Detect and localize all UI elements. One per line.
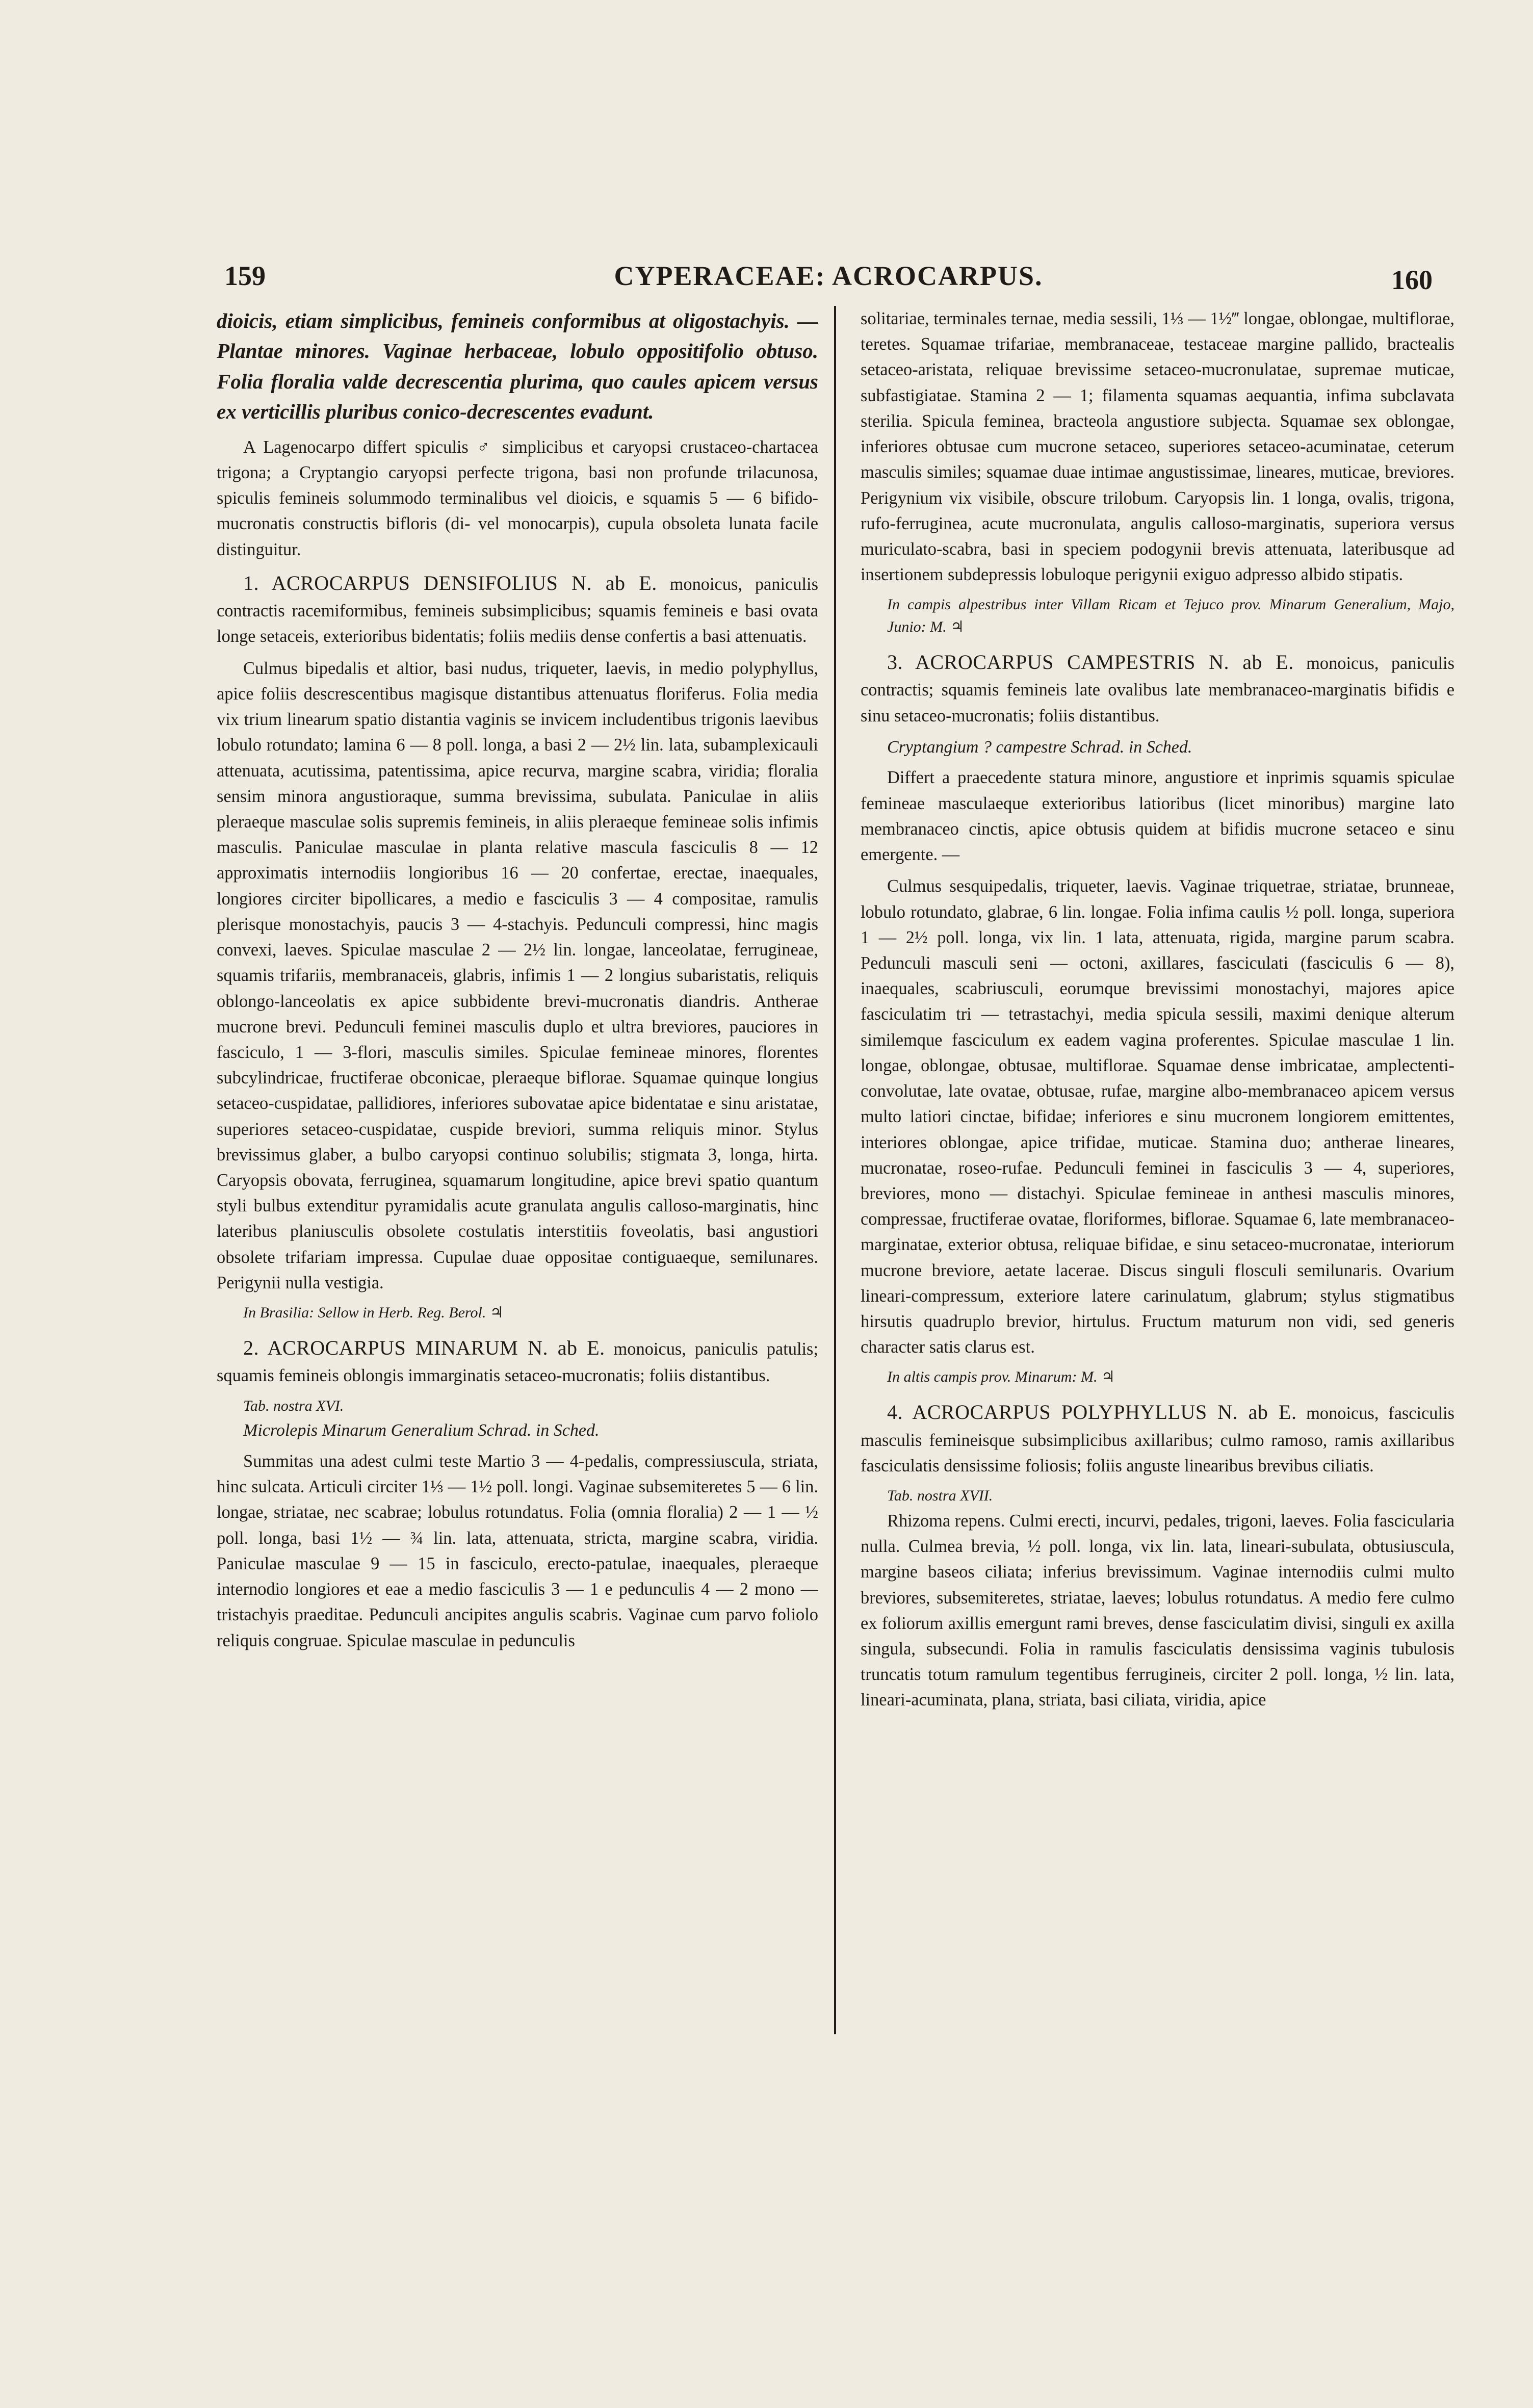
page-number-left: 159: [224, 261, 266, 291]
species-1-diagnosis: [217, 568, 818, 650]
species-2-diagnosis: [217, 1333, 818, 1389]
species-3-synonym: Cryptangium ? campestre Schrad. in Sched.: [887, 737, 1192, 757]
species-1-title: 1. ACROCARPUS DENSIFOLIUS N. ab E.: [243, 571, 657, 594]
species-3-description: Culmus sesquipedalis, triqueter, laevis. Vaginae triquetrae, striatae, brunneae, lobulo rotundato, glabrae, 6 lin. longae. Folia infima caulis ½ poll. longa, superiora 1 — 2½ poll. longa, vix lin. 1 lata, attenuata, rigida, margine parum scabra. Pedunculi masculi seni — octoni, axillares, fasciculati (fasciculis 6 — 8), inaequales, scabriusculi, eorumque brevissimi monostachyi, majores apice fasciculatim tri — tetrastachyi, media spicula sessili, maximi denique alterum similemque fasciculum ex eadem vagina proferentes. Spiculae masculae 1 lin. longae, oblongae, obtusae, multiflorae. Squamae dense imbricatae, amplectenti-convolutae, late ovatae, obtusae, rufae, margine albo-membranaceo apicem versus multo latiori cinctae, bifidae; inferiores e sinu mucronem longiorem emittentes, interiores oblongae, apice trifidae, muticae. Stamina duo; antherae lineares, mucronatae, roseo-rufae. Pedunculi feminei in fasciculis 3 — 4, superiores, breviores, mono — distachyi. Spiculae femineae in anthesi masculis minores, compressae, fructiferae ovatae, floriformes, biflorae. Squamae 6, late membranaceo-marginatae, exterior obtusa, reliquae bifidae, e sinu setaceo-mucronatae, interiorum mucrone breviore, aetate lacerae. Discus singuli flosculi semilunaris. Ovarium lineari-compressum, exteriore latere carinulatum, glabrum; stylus stigmatibus hirsutis quadruplo brevior, hirtulus. Fructum maturum non vidi, sed generis character satis clarus est.: [861, 876, 1454, 1357]
species-2-description-continued: solitariae, terminales ternae, media sessili, 1⅓ — 1½‴ longae, oblongae, multiflorae, teretes. Squamae trifariae, membranaceae, testaceae margine pallido, bractealis setaceo-aristata, reliquae brevissime setaceo-mucronulatae, supremae muticae, subfastigiatae. Stamina 2 — 1; filamenta squamas aequantia, infima subclavata sterilia. Spicula feminea, bracteola angustiore subjecta. Squamae sex oblongae, inferiores obtusae cum mucrone setaceo, superiores setaceo-acuminatae, ceterum masculis similes; squamae duae intimae angustissimae, lineares, muticae, breviores. Perigynium vix visibile, obscure trilobum. Caryopsis lin. 1 longa, ovalis, trigona, rufo-ferruginea, acute mucronulata, angulis calloso-marginatis, superiora versus muriculato-scabra, basi in speciem podogynii brevis attenuata, lateribusque ad insertionem subdepressis lobuloque perigynii exiguo adpresso albido stipatis.: [861, 309, 1454, 585]
species-3-diagnosis: [861, 648, 1454, 729]
left-column: [217, 306, 818, 2034]
species-2-diagnosis-text: monoicus, paniculis patulis; squamis femineis oblongis immarginatis setaceo-mucronatis; foliis distantibus.: [217, 1339, 818, 1386]
species-4-title: 4. ACROCARPUS POLYPHYLLUS N. ab E.: [887, 1401, 1297, 1424]
species-4-diagnosis-text: monoicus, fasciculis masculis femineisque subsimplicibus axillaribus; culmo ramoso, ramis axillaribus fasciculatis densissime foliosis; foliis anguste linearibus brevibus ciliatis.: [861, 1404, 1454, 1475]
column-divider: [834, 306, 836, 2034]
genus-comparison: A Lagenocarpo differt spiculis ♂ simplicibus et caryopsi crustaceo-chartacea trigona; a Cryptangio caryopsi perfecte trigona, basi non profunde trilacunosa, spiculis femineis solummodo terminalibus vel dioicis, e squamis 5 — 6 bifido-mucronatis constructis bifloris (di- vel monocarpis), cupula obsoleta lunata facile distinguitur.: [217, 437, 818, 559]
species-1-description: Culmus bipedalis et altior, basi nudus, triqueter, laevis, in medio polyphyllus, apice foliis descrescentibus magisque distantibus attenuatus floriferus. Folia media vix trium linearum spatio distantia vaginis se invicem includentibus trigonis laevibus lobulo rotundato; lamina 6 — 8 poll. longa, a basi 2 — 2½ lin. lata, subamplexicauli attenuata, acutissima, patentissima, apice recurva, margine scabra, viridia; floralia sensim minora angustioraque, summa brevissima, subulata. Paniculae in aliis pleraeque masculae solis supremis femineis, in aliis pleraeque femineae solis infimis masculis. Paniculae masculae in planta relative mascula fasciculis 8 — 12 approximatis internodiis longioribus 16 — 20 confertae, erectae, inaequales, longiores circiter bipollicares, a medio e fasciculis 3 — 4 compositae, ramulis plerisque monostachyis, paucis 3 — 4-stachyis. Pedunculi compressi, hinc magis convexi, laeves. Spiculae masculae 2 — 2½ lin. longae, lanceolatae, ferrugineae, squamis trifariis, membranaceis, glabris, infimis 1 — 2 longius subaristatis, reliquis oblongo-lanceolatis ex apice subbidente brevi-mucronatis diandris. Antherae mucrone brevi. Pedunculi feminei masculis duplo et ultra breviores, pauciores in fasciculo, 1 — 3-flori, masculis similes. Spiculae femineae minores, florentes subcylindricae, fructiferae obconicae, pleraeque biflorae. Squamae quinque longius setaceo-cuspidatae, pallidiores, inferiores subovatae apice bidentatae e sinu aristatae, superiores setaceo-cuspidatae, cuspide breviori, summa reliquis minor. Stylus brevissimus glaber, a bulbo caryopsi continuo solubilis; stigmata 3, longa, hirta. Caryopsis obovata, ferruginea, squamarum longitudine, apice brevi spatio quantum styli bulbus extenditur pyramidalis acute granulata angulis calloso-marginatis, hinc lateribus planiusculis obsolete costulatis interstitiis foveolatis, basi angustiori obsolete trifariam impressa. Cupulae duae oppositae contiguaeque, semilunares. Perigynii nulla vestigia.: [217, 658, 818, 1292]
species-1-diagnosis-text: monoicus, paniculis contractis racemiformibus, femineis subsimplicibus; squamis femineis e basi ovata longe setaceis, exterioribus bidentatis; foliis mediis dense confertis a basi attenuatis.: [217, 574, 818, 646]
species-4-diagnosis: [861, 1397, 1454, 1479]
running-title: CYPERACEAE: ACROCARPUS.: [614, 261, 1043, 291]
species-3-locality: In altis campis prov. Minarum: M. ♃: [887, 1368, 1115, 1386]
species-2-description: Summitas una adest culmi teste Martio 3 — 4-pedalis, compressiuscula, striata, hinc sulcata. Articuli circiter 1⅓ — 1½ poll. longi. Vaginae subsemiteretes 5 — 6 lin. longae, striatae, nec scabrae; lobulus rotundatus. Folia (omnia floralia) 2 — 1 — ½ poll. longa, basi 1½ — ¾ lin. lata, attenuata, stricta, margine scabra, viridia. Paniculae masculae 9 — 15 in fasciculo, erecto-patulae, inaequales, pleraeque internodio longiores et eae a medio fasciculis 3 — 1 e pedunculis 4 — 2 mono — tristachyis praeditae. Pedunculi ancipites angulis scabris. Vaginae cum parvo foliolo reliquis congruae. Spiculae masculae in pedunculis: [217, 1451, 818, 1650]
species-4-plate: Tab. nostra XVII.: [887, 1487, 993, 1505]
species-3-comparison: Differt a praecedente statura minore, angustiore et inprimis squamis spiculae femineae masculaeque exterioribus latioribus (licet minoribus) margine lato membranaceo cinctis, apice obtusis quidem at bifidis mucrone setaceo e sinu emergente. —: [861, 768, 1454, 865]
species-2-title: 2. ACROCARPUS MINARUM N. ab E.: [243, 1336, 605, 1359]
page-number-right: 160: [1391, 265, 1433, 295]
page-header: [224, 260, 1433, 301]
species-2-synonym: Microlepis Minarum Generalium Schrad. in Sched.: [243, 1421, 600, 1440]
species-3-title: 3. ACROCARPUS CAMPESTRIS N. ab E.: [887, 651, 1294, 674]
species-1-locality: In Brasilia: Sellow in Herb. Reg. Berol. ♃: [243, 1304, 504, 1322]
species-2-locality: In campis alpestribus inter Villam Ricam et Tejuco prov. Minarum Generalium, Majo, Junio: M. ♃: [887, 596, 1454, 636]
species-3-diagnosis-text: monoicus, paniculis contractis; squamis femineis late ovalibus late membranaceo-marginatis bifidis e sinu setaceo-mucronatis; foliis distantibus.: [861, 654, 1454, 726]
species-2-plate: Tab. nostra XVI.: [243, 1397, 344, 1414]
genus-description-end: dioicis, etiam simplicibus, femineis conformibus at oligostachyis. — Plantae minores. Vaginae herbaceae, lobulo oppositifolio obtuso. Folia floralia valde decrescentia plurima, quo caules apicem versus ex verticillis pluribus conico-decrescentes evadunt.: [217, 309, 818, 424]
species-4-description: Rhizoma repens. Culmi erecti, incurvi, pedales, trigoni, laeves. Folia fascicularia nulla. Culmea brevia, ½ poll. longa, vix lin. lata, lineari-subulata, obtusiuscula, margine baseos ciliata; inferius brevissimum. Vaginae internodiis culmi multo breviores, subsemiteretes, striatae, laeves; lobulus rotundatus. A medio fere culmo ex foliorum axillis emergunt rami breves, dense fasciculatim divisi, singuli ex axilla singula, subsecundi. Folia in ramulis fasciculatis densissima vaginis tubulosis truncatis totum ramulum tegentibus ferrugineis, circiter 2 poll. longa, ½ lin. lata, lineari-acuminata, plana, striata, basi ciliata, viridia, apice: [861, 1511, 1454, 1710]
right-column: [861, 306, 1454, 2034]
